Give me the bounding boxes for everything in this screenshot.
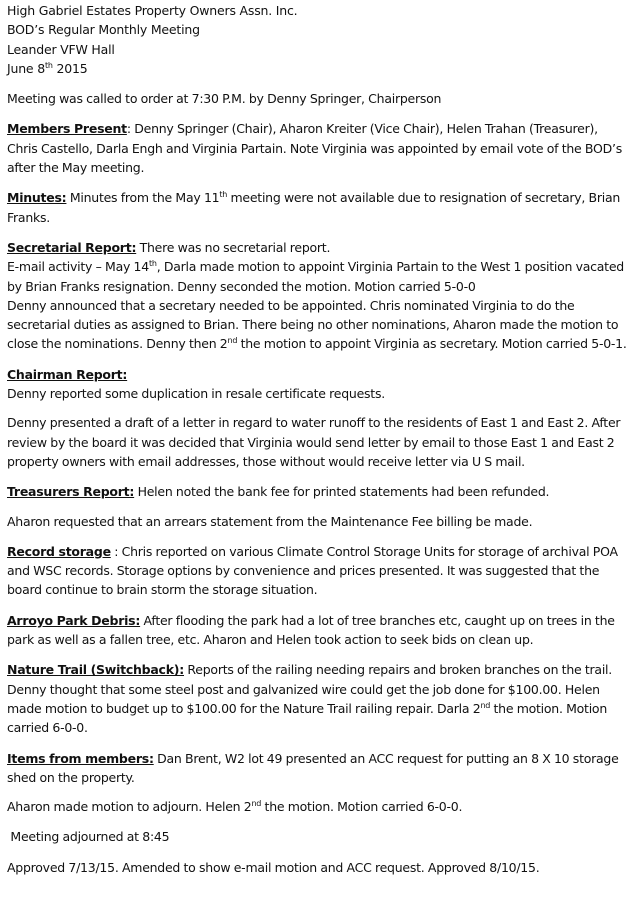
items-from-members-section: Items from members: Dan Brent, W2 lot 49 presented an ACC request for putting an 8 X 10 storage shed on the property. Aharon made motion to adjourn. Helen 2nd the motion. Motion carried 6-0-0.: [7, 749, 631, 817]
meeting-type: BOD’s Regular Monthly Meeting: [7, 22, 200, 38]
minutes-heading: Minutes:: [7, 190, 67, 206]
nature-trail-section: Nature Trail (Switchback): Reports of the railing needing repairs and broken branches on the trail. Denny thought that some steel post and galvanized wire could get the job done for $100.00. Helen made motion to budget up to $100.00 for the Nature Trail railing repair. Darla 2nd the motion. Motion carried 6-0-0.: [7, 662, 612, 736]
minutes-section: Minutes: Minutes from the May 11th meeting were not available due to resignation of secretary, Brian Franks.: [7, 190, 621, 225]
chairman-report-section: Chairman Report: Denny reported some duplication in resale certificate requests. Denny presented a draft of a letter in regard to water runoff to the residents of East 1 and East 2. After review by the board it was decided that Virginia would send letter by email to those East 1 and East 2 property owners with email addresses, those without would receive letter via U S mail.: [7, 365, 631, 471]
record-storage-section: Record storage : Chris reported on various Climate Control Storage Units for storage of archival POA and WSC records. Storage options by convenience and prices presented. It was suggested that the board continue to brain storm the storage situation.: [7, 543, 618, 598]
call-to-order: Meeting was called to order at 7:30 P.M. by Denny Springer, Chairperson: [7, 91, 442, 107]
members-present-section: Members Present: Denny Springer (Chair), Aharon Kreiter (Vice Chair), Helen Trahan (Treasurer), Chris Castello, Darla Engh and Virginia Partain. Note Virginia was appointed by email vote of the BOD’s after the May meeting.: [7, 121, 622, 176]
meeting-adjourned: Meeting adjourned at 8:45: [7, 829, 170, 845]
approval-note: Approved 7/13/15. Amended to show e-mail motion and ACC request. Approved 8/10/15.: [7, 859, 540, 875]
items-from-members-heading: Items from members:: [7, 750, 154, 766]
meeting-date: June 8th 2015: [7, 60, 88, 76]
record-storage-heading: Record storage: [7, 543, 111, 559]
arrears-paragraph: Aharon requested that an arrears statement from the Maintenance Fee billing be made.: [7, 513, 533, 529]
water-runoff-paragraph: Denny presented a draft of a letter in regard to water runoff to the residents of East 1 and East 2. After review by the board it was decided that Virginia would send letter by email to those East 1 and East 2 property owners with email addresses, those without would receive letter via U S mail.: [7, 415, 621, 469]
members-present-heading: Members Present: [7, 121, 127, 137]
document-header: [7, 1, 631, 78]
chairman-report-heading: Chairman Report:: [7, 366, 128, 382]
arroyo-park-section: Arroyo Park Debris: After flooding the park had a lot of tree branches etc, caught up on trees in the park as well as a fallen tree, etc. Aharon and Helen took action to seek bids on clean up.: [7, 612, 615, 648]
organization-name: High Gabriel Estates Property Owners Assn. Inc.: [7, 3, 298, 18]
arroyo-park-heading: Arroyo Park Debris:: [7, 612, 141, 628]
treasurers-report-heading: Treasurers Report:: [7, 484, 135, 500]
secretarial-report-section: Secretarial Report: There was no secretarial report. E-mail activity – May 14th, Darla made motion to appoint Virginia Partain to the West 1 position vacated by Brian Franks resignation. Denny seconded the motion. Motion carried 5-0-0 Denny announced that a secretary needed to be appointed. Chris nominated Virginia to do the secretarial duties as assigned to Brian. There being no other nominations, Aharon made the motion to close the nominations. Denny then 2nd the motion to appoint Virginia as secretary. Motion carried 5-0-1.: [7, 238, 631, 354]
meeting-location: Leander VFW Hall: [7, 41, 115, 57]
nature-trail-heading: Nature Trail (Switchback):: [7, 662, 184, 678]
adjourn-motion-paragraph: Aharon made motion to adjourn. Helen 2nd the motion. Motion carried 6-0-0.: [7, 799, 463, 815]
secretarial-report-heading: Secretarial Report:: [7, 239, 137, 255]
email-activity-paragraph: E-mail activity – May 14th, Darla made motion to appoint Virginia Partain to the West 1 position vacated by Brian Franks resignation. Denny seconded the motion. Motion carried 5-0-0: [7, 259, 624, 294]
treasurers-report-section: Treasurers Report: Helen noted the bank fee for printed statements had been refunded. Aharon requested that an arrears statement from the Maintenance Fee billing be made.: [7, 482, 631, 531]
minutes-document: [7, 1, 631, 877]
secretary-appointment-paragraph: Denny announced that a secretary needed to be appointed. Chris nominated Virginia to do the secretarial duties as assigned to Brian. There being no other nominations, Aharon made the motion to close the nominations. Denny then 2nd the motion to appoint Virginia as secretary. Motion carried 5-0-1.: [7, 297, 627, 352]
